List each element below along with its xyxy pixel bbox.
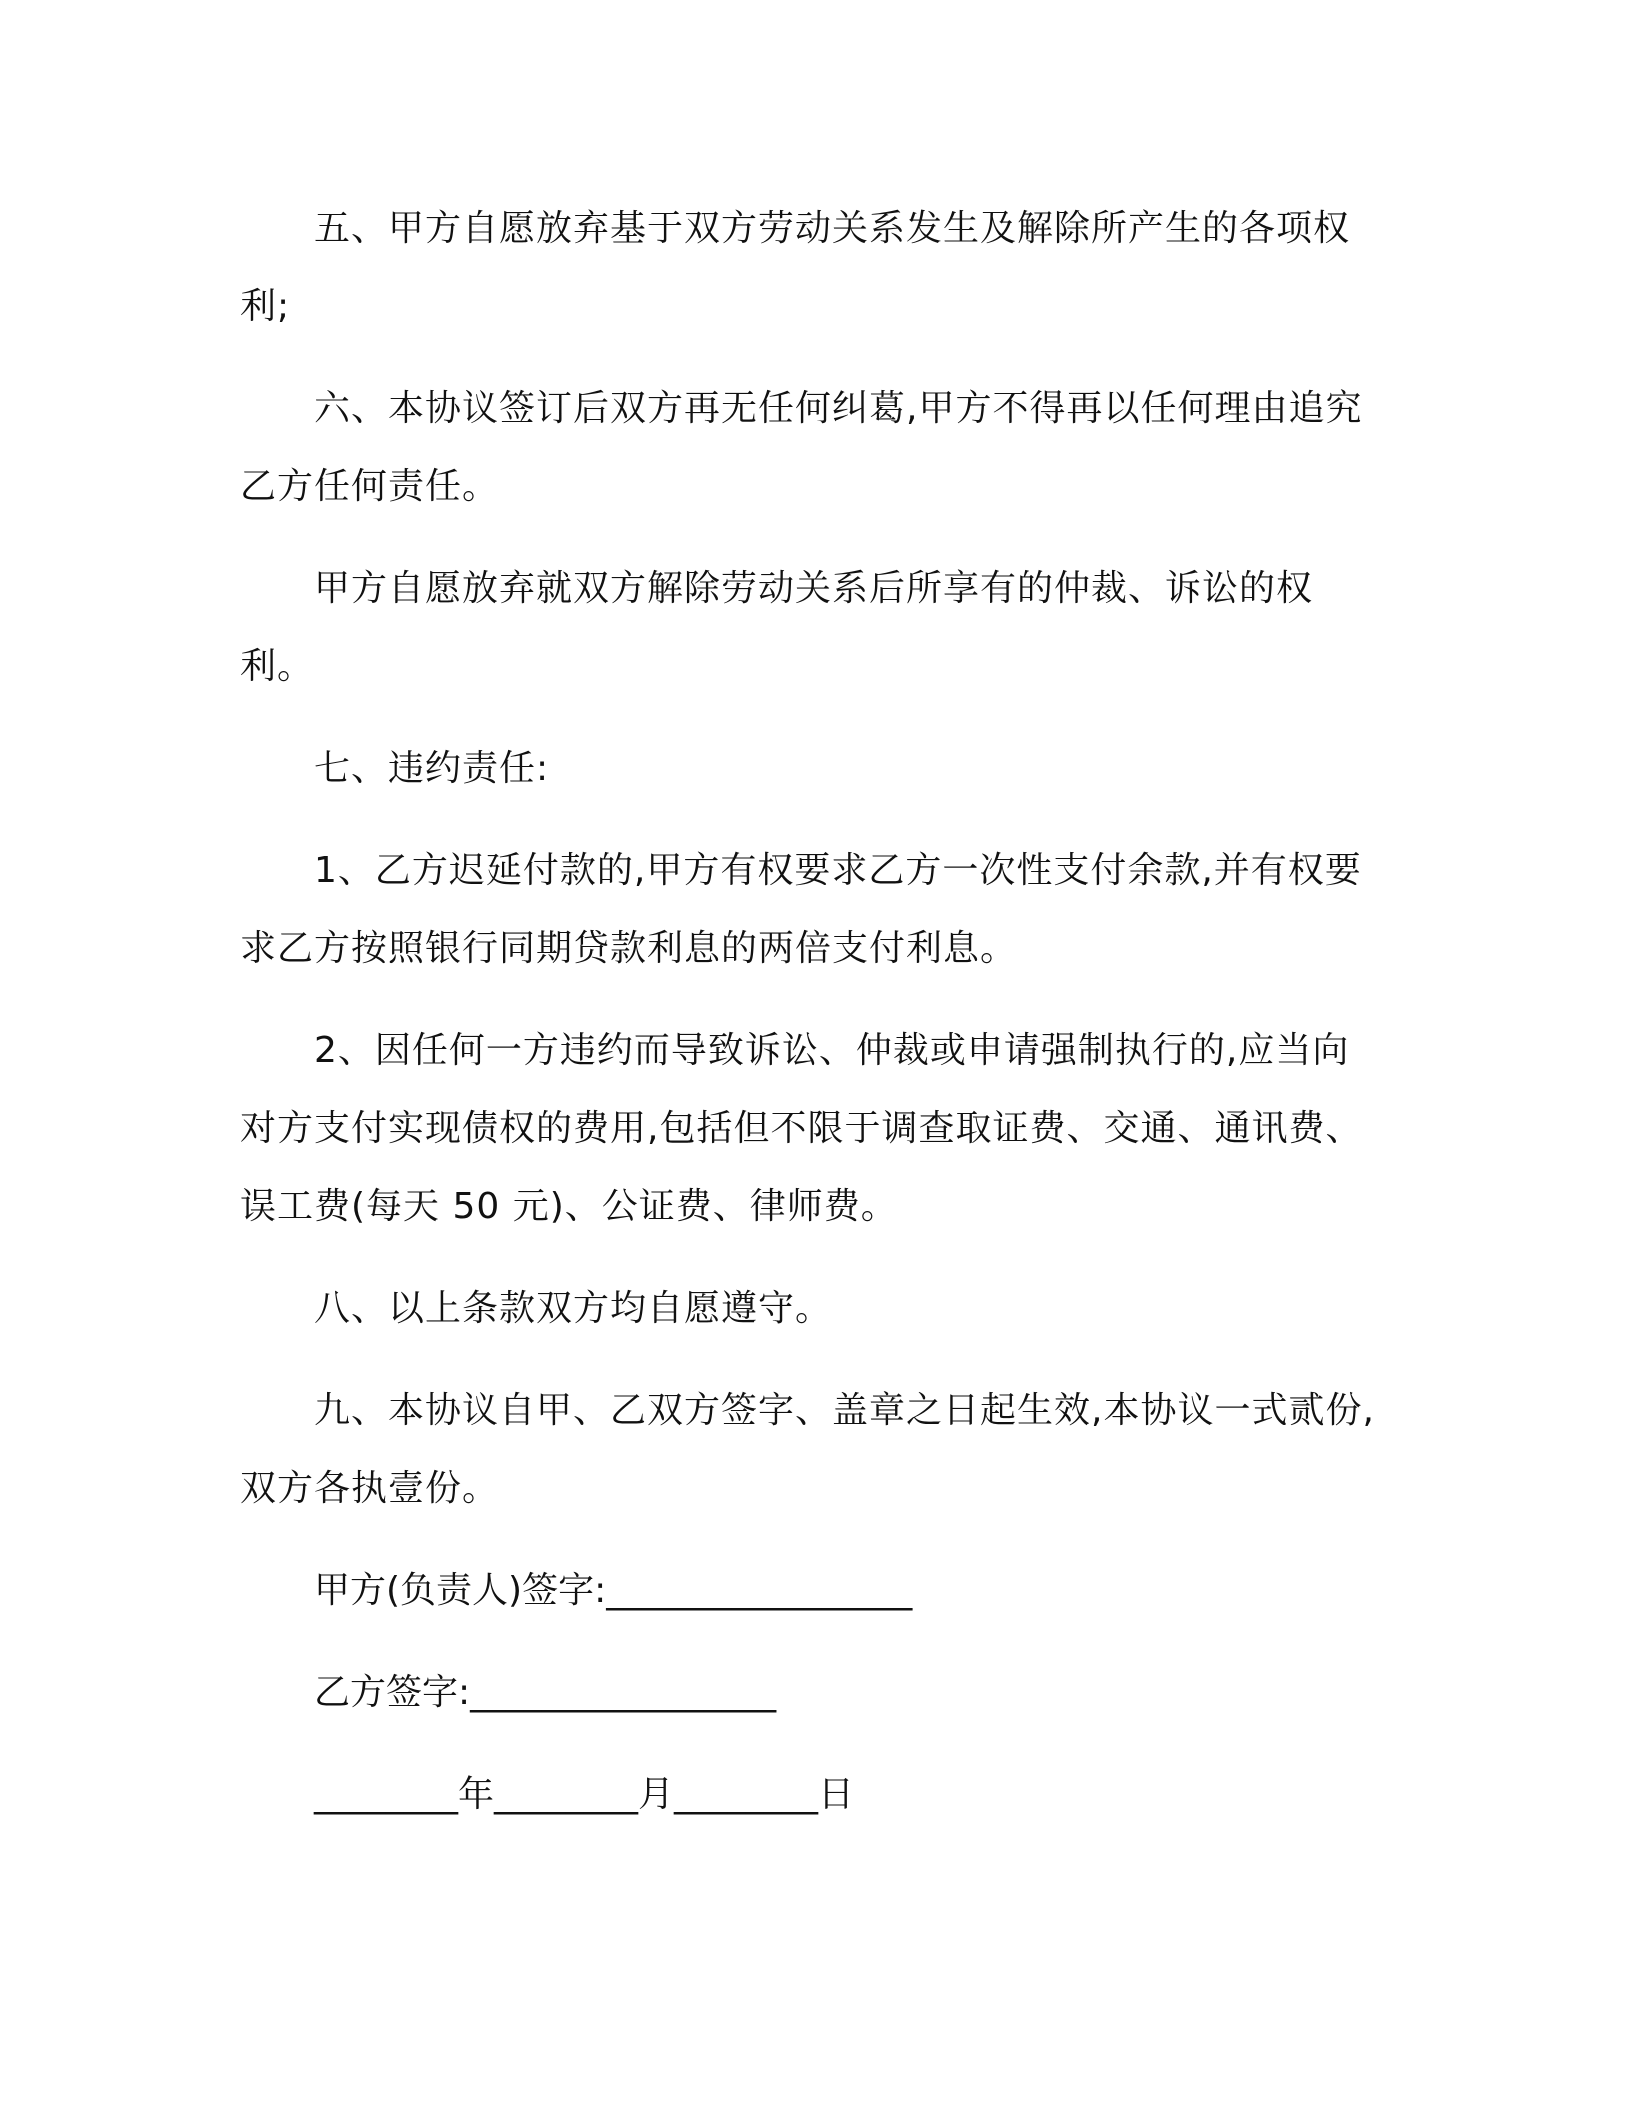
clause-9: 九、本协议自甲、乙双方签字、盖章之日起生效,本协议一式贰份,双方各执壹份。 [240, 1390, 1375, 1509]
clause-5: 五、甲方自愿放弃基于双方劳动关系发生及解除所产生的各项权利; [240, 208, 1351, 327]
document-body [240, 190, 1380, 1858]
clause-6: 六、本协议签订后双方再无任何纠葛,甲方不得再以任何理由追究乙方任何责任。 [240, 388, 1363, 507]
date-line: ________年________月________日 [314, 1774, 854, 1815]
party-b-signature-line: 乙方签字:_________________ [314, 1672, 777, 1713]
clause-8: 八、以上条款双方均自愿遵守。 [314, 1288, 833, 1329]
clause-7-item-2: 2、因任何一方违约而导致诉讼、仲裁或申请强制执行的,应当向对方支付实现债权的费用,包括但不限于调查取证费、交通、通讯费、误工费(每天 50 元)、公证费、律师费。 [240, 1030, 1363, 1227]
clause-7-heading: 七、违约责任: [314, 748, 550, 789]
clause-7-item-1: 1、乙方迟延付款的,甲方有权要求乙方一次性支付余款,并有权要求乙方按照银行同期贷款利息的两倍支付利息。 [240, 850, 1362, 969]
party-a-signature-line: 甲方(负责人)签字:_________________ [314, 1570, 913, 1611]
clause-6-waiver: 甲方自愿放弃就双方解除劳动关系后所享有的仲裁、诉讼的权利。 [240, 568, 1314, 687]
